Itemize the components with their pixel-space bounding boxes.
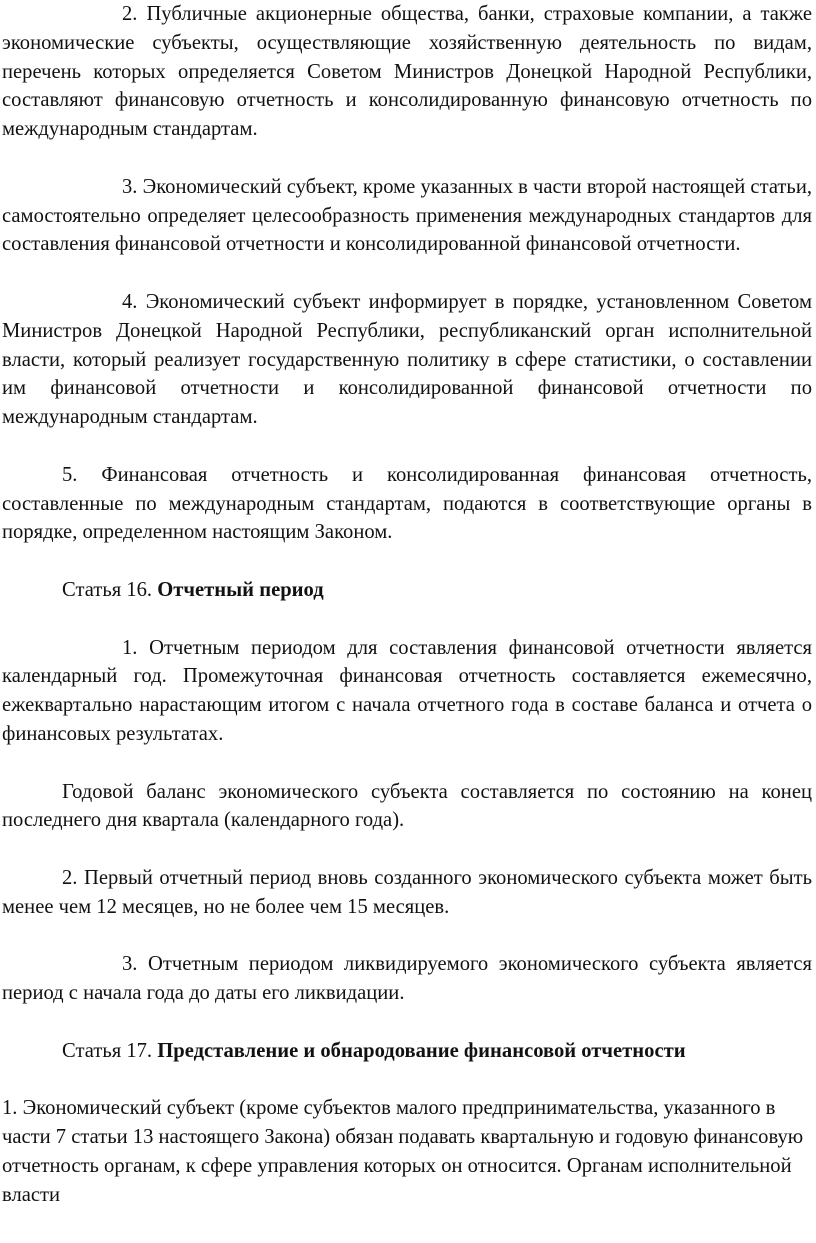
paragraph-5 — [2, 461, 812, 547]
article-16-paragraph-1 — [2, 634, 812, 749]
paragraph-text: Экономический субъект информирует в порядке, установленном Советом Министров Донецкой Народной Республики, республиканский орган исполнительной власти, который реализует государственную политику в сфере статистики, о составлении им финансовой отчетности и консолидированной финансовой отчетности по международным стандартам. — [2, 290, 812, 429]
paragraph-text: 5. Финансовая отчетность и консолидированная финансовая отчетность, составленные по международным стандартам, подаются в соответствующие органы в порядке, определенном настоящим Законом. — [2, 463, 812, 544]
paragraph-text: Годовой баланс экономического субъекта составляется по состоянию на конец последнего дня квартала (календарного года). — [2, 780, 812, 832]
article-17-heading — [2, 1037, 812, 1066]
article-16-paragraph-3 — [2, 950, 812, 1008]
paragraph-number: 3. — [122, 175, 138, 198]
article-prefix: Статья 16. — [62, 578, 153, 601]
paragraph-text: 1. Экономический субъект (кроме субъектов малого предпринимательства, указанного в части 7 статьи 13 настоящего Закона) обязан подавать квартальную и годовую финансовую отчетность органам, к сфере управления которых он относится. Органам исполнительной власти — [2, 1097, 804, 1206]
paragraph-text: 2. Первый отчетный период вновь созданного экономического субъекта может быть менее чем 12 месяцев, но не более чем 15 месяцев. — [2, 866, 812, 918]
paragraph-text: Экономический субъект, кроме указанных в части второй настоящей статьи, самостоятельно определяет целесообразность применения международных стандартов для составления финансовой отчетности и консолидированной финансовой отчетности. — [2, 175, 812, 256]
paragraph-3 — [2, 173, 812, 259]
article-16-annual-balance — [2, 778, 812, 836]
paragraph-number: 2. — [122, 3, 138, 25]
paragraph-text: Отчетным периодом для составления финансовой отчетности является календарный год. Промежуточная финансовая отчетность составляется ежемесячно, ежеквартально нарастающим итогом с начала отчетного года в составе баланса и отчета о финансовых результатах. — [2, 636, 812, 745]
article-17-paragraph-1 — [2, 1094, 812, 1209]
paragraph-number: 3. — [122, 953, 138, 976]
paragraph-number: 1. — [122, 636, 138, 659]
paragraph-4 — [2, 288, 812, 432]
article-prefix: Статья 17. — [62, 1039, 153, 1062]
article-16-paragraph-2 — [2, 864, 812, 922]
paragraph-text: Отчетным периодом ликвидируемого экономического субъекта является период с начала года до даты его ликвидации. — [2, 953, 812, 1005]
article-16-heading — [2, 576, 812, 605]
paragraph-text: Публичные акционерные общества, банки, страховые компании, а также экономические субъекты, осуществляющие хозяйственную деятельность по видам, перечень которых определяется Советом Министров Донецкой Народной Республики, составляют финансовую отчетность и консолидированную финансовую отчетность по международным стандартам. — [2, 3, 812, 141]
paragraph-number: 4. — [122, 290, 138, 313]
article-title: Отчетный период — [157, 578, 324, 601]
paragraph-2 — [2, 0, 812, 144]
article-title: Представление и обнародование финансовой отчетности — [157, 1039, 686, 1062]
